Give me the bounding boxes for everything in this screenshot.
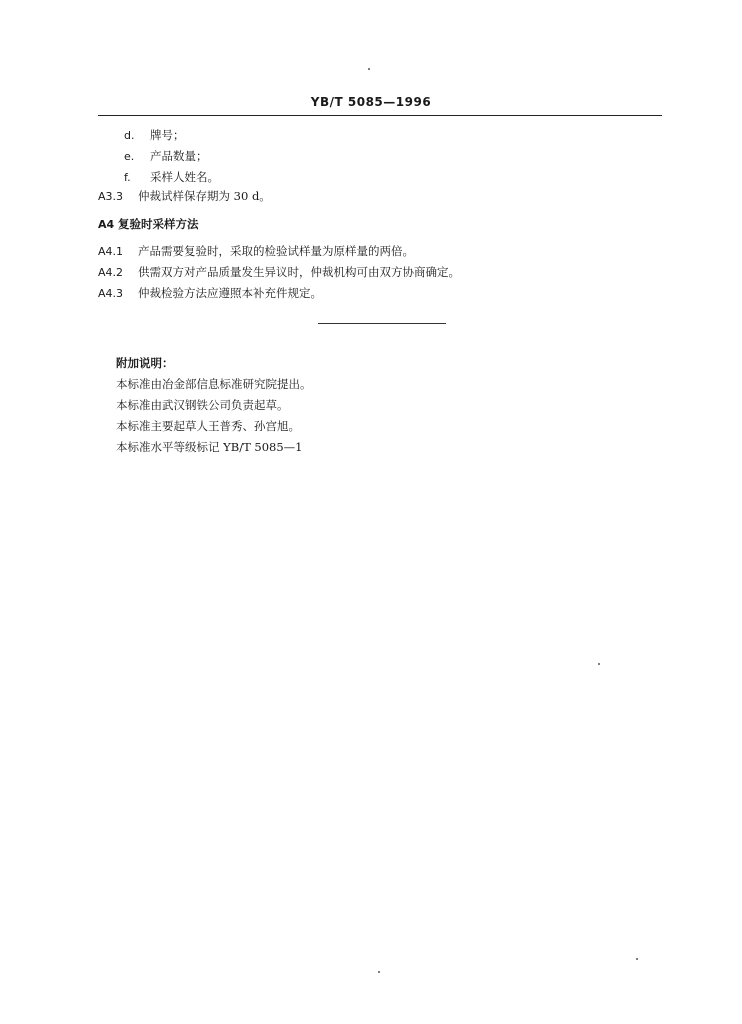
clause-a4-1 [98, 243, 414, 260]
list-item-label: e. [124, 150, 135, 163]
list-item [124, 127, 185, 144]
list-item-text: 产品数量； [150, 149, 208, 163]
clause-text: 产品需要复验时，采取的检验试样量为原样量的两倍。 [138, 244, 414, 258]
clause-text: 仲裁试样保存期为 30 d。 [138, 189, 271, 203]
scan-speck [636, 958, 638, 960]
clause-text: 仲裁检验方法应遵照本补充件规定。 [138, 286, 322, 300]
notes-line: 本标准水平等级标记 YB/T 5085—1 [116, 440, 303, 454]
clause-number: A3.3 [98, 190, 124, 203]
list-item [124, 148, 208, 165]
list-item-text: 采样人姓名。 [150, 170, 219, 184]
list-item-text: 牌号； [150, 128, 185, 142]
scan-speck [378, 971, 380, 973]
clause-a4-2 [98, 264, 460, 281]
section-title: 复验时采样方法 [118, 217, 199, 231]
section-number: A4 [98, 218, 115, 231]
notes-line: 本标准由冶金部信息标准研究院提出。 [116, 377, 312, 391]
end-divider [318, 323, 446, 324]
clause-number: A4.3 [98, 287, 124, 300]
scan-speck [598, 663, 600, 665]
list-item-label: f. [124, 171, 131, 184]
scan-speck [368, 68, 370, 70]
clause-a4-3 [98, 285, 322, 302]
list-item-label: d. [124, 129, 135, 142]
clause-a3-3 [98, 188, 271, 205]
notes-title: 附加说明： [116, 356, 174, 370]
list-item [124, 169, 219, 186]
clause-text: 供需双方对产品质量发生异议时，仲裁机构可由双方协商确定。 [138, 265, 460, 279]
section-heading-a4 [98, 216, 199, 233]
clause-number: A4.1 [98, 245, 124, 258]
clause-number: A4.2 [98, 266, 124, 279]
notes-line: 本标准由武汉钢铁公司负责起草。 [116, 398, 289, 412]
notes-line: 本标准主要起草人王普秀、孙宫旭。 [116, 419, 300, 433]
header-divider [98, 115, 662, 116]
standard-code-header: YB/T 5085—1996 [310, 95, 432, 109]
